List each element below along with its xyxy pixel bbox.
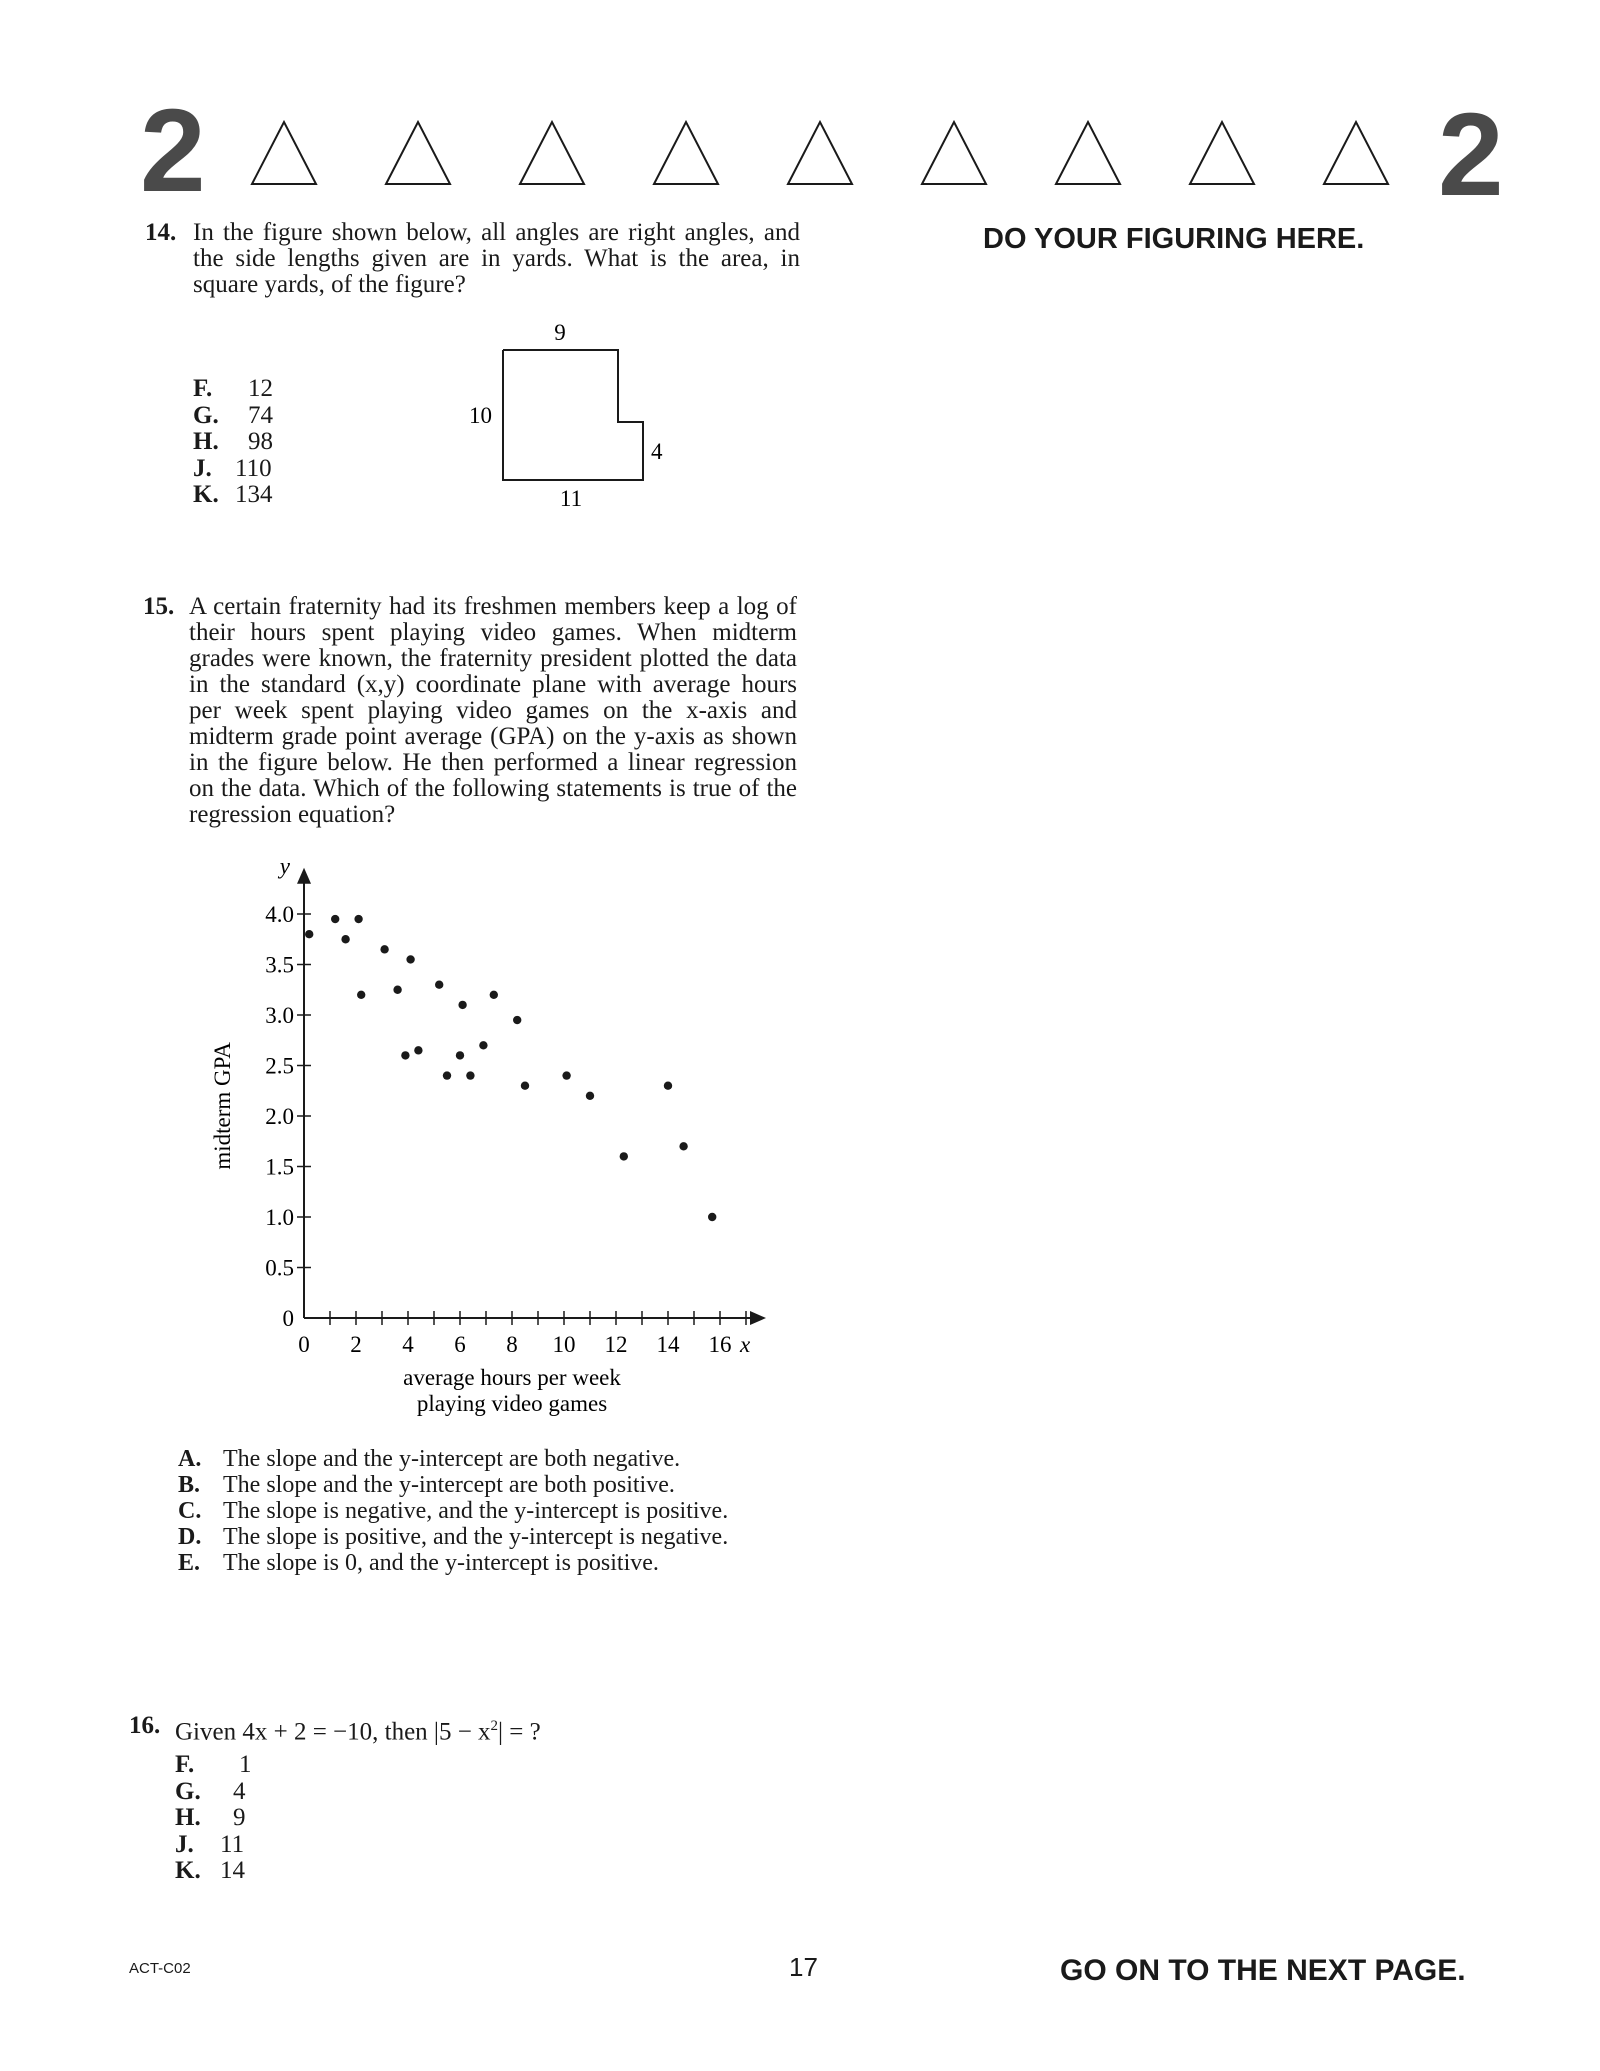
data-point [354,915,362,923]
data-point [490,991,498,999]
choice-letter: B. [178,1472,201,1498]
choice-letter: D. [178,1524,202,1550]
choice-E[interactable] [178,1550,798,1576]
figure-label-right: 4 [651,439,663,464]
choice-letter: G. [193,401,219,429]
y-axis-arrow-icon [297,868,311,884]
data-point [305,930,313,938]
triangle-icon [922,122,986,184]
choice-letter: F. [193,375,213,402]
choice-text: The slope is positive, and the y-intercept is negative. [223,1524,729,1550]
triangle-icon [1056,122,1120,184]
choice-letter: F. [175,1751,195,1778]
triangle-icon [252,122,316,184]
question-text: In the figure shown below, all angles are right angles, and the side lengths given are in yards. What is the area, in square yards, of the figure? [193,219,800,298]
question-number: 14. [145,219,177,246]
question-text: A certain fraternity had its freshmen members keep a log of their hours spent playing video games. When midterm grades were known, the fraternity president plotted the data in the standard (x,y) coordinate plane with average hours per week spent playing video games on the x-axis and midterm grade point average (GPA) on the y-axis as shown in the figure below. He then performed a linear regression on the data. Which of the following statements is true of the regression equation? [189,593,797,828]
figure-label-top: 9 [554,320,566,345]
choice-H[interactable] [193,429,273,456]
x-axis-title-line2: playing video games [416,1391,608,1416]
data-point [456,1051,464,1059]
triangle-row [240,118,1440,190]
choice-K[interactable] [175,1858,252,1885]
section-number-left: 2 [140,85,206,217]
choice-text: 4 [233,1777,246,1805]
y-tick-label: 1.5 [265,1154,294,1180]
data-point [466,1071,474,1079]
y-tick-label: 0 [282,1306,294,1331]
triangle-icon [1190,122,1254,184]
data-point [357,991,365,999]
choice-text: 110 [235,454,272,482]
choice-text: 134 [235,481,273,508]
choice-text: 1 [239,1751,252,1778]
figure-label-left: 10 [469,403,492,428]
data-point [435,981,443,989]
choice-letter: H. [193,428,219,455]
choice-letter: K. [175,1857,201,1884]
question-number: 15. [143,593,175,620]
data-point [708,1213,716,1221]
data-point [679,1142,687,1150]
data-point [620,1152,628,1160]
choice-text: The slope is negative, and the y-intercept is positive. [223,1498,729,1524]
x-axis-arrow-icon [750,1311,766,1325]
triangle-icon [520,122,584,184]
choice-F[interactable] [193,376,273,403]
y-axis-title: midterm GPA [210,1042,235,1170]
choice-D[interactable] [178,1524,798,1550]
data-point [664,1082,672,1090]
choice-letter: H. [175,1804,201,1831]
choice-H[interactable] [175,1805,252,1832]
choice-letter: E. [178,1550,201,1576]
choice-A[interactable] [178,1446,798,1472]
q14-figure [455,318,685,518]
choice-text: The slope is 0, and the y-intercept is positive. [223,1550,659,1576]
question-number: 16. [129,1712,161,1739]
x-tick-label: 2 [350,1332,362,1357]
x-tick-label: 16 [708,1332,732,1357]
form-code: ACT-C02 [129,1960,191,1977]
choice-letter: C. [178,1498,202,1524]
q16-choices [175,1752,252,1885]
data-point [586,1092,594,1100]
figure-outline [503,350,643,480]
figure-label-bottom: 11 [559,486,583,511]
choice-text: 9 [233,1804,246,1831]
x-axis-letter: x [740,1332,751,1357]
x-tick-label: 12 [604,1332,628,1357]
x-tick-label: 8 [506,1332,518,1357]
choice-C[interactable] [178,1498,798,1524]
data-point [414,1046,422,1054]
scatter-chart [200,853,780,1432]
triangle-icon [788,122,852,184]
choice-letter: J. [175,1830,194,1858]
triangle-icons [252,122,1388,184]
x-tick-label: 14 [656,1332,680,1357]
triangle-icon [1324,122,1388,184]
y-tick-label: 3.0 [265,1003,294,1028]
choice-G[interactable] [175,1779,252,1806]
x-tick-label: 10 [552,1332,576,1357]
y-tick-label: 0.5 [265,1255,294,1281]
data-point [443,1071,451,1079]
choice-J[interactable] [193,456,273,483]
x-tick-label: 4 [402,1332,414,1357]
x-tick-label: 6 [454,1332,466,1357]
choice-letter: J. [193,454,212,482]
x-axis-title-line1: average hours per week [403,1365,621,1390]
page-number: 17 [789,1952,818,1982]
data-point [341,935,349,943]
figuring-note: DO YOUR FIGURING HERE. [983,223,1365,255]
y-tick-label: 3.5 [265,952,294,978]
data-point [393,986,401,994]
data-point [380,945,388,953]
data-point [458,1001,466,1009]
choice-text: 98 [248,428,273,455]
q14-choices [193,376,273,509]
choice-text: 11 [220,1830,245,1858]
y-axis-letter: y [279,853,290,879]
data-point [513,1016,521,1024]
question-text-prefix: Given 4x + 2 = −10, then |5 − x [175,1718,491,1746]
choice-letter: G. [175,1777,201,1805]
data-point [331,915,339,923]
q15-choices [178,1446,798,1576]
y-tick-label: 4.0 [265,902,294,927]
choice-J[interactable] [175,1832,252,1859]
triangle-icon [386,122,450,184]
choice-letter: A. [178,1446,202,1472]
choice-G[interactable] [193,403,273,430]
x-tick-label: 0 [298,1332,310,1357]
next-page-note: GO ON TO THE NEXT PAGE. [1060,1954,1466,1987]
data-point [406,955,414,963]
choice-K[interactable] [193,482,273,509]
triangle-icon [654,122,718,184]
data-point [521,1082,529,1090]
choice-B[interactable] [178,1472,798,1498]
data-point [562,1071,570,1079]
question-text [175,1713,795,1745]
choice-text: 74 [248,401,273,429]
choice-text: 14 [220,1857,245,1884]
question-text-suffix: | = ? [498,1718,541,1746]
choice-text: The slope and the y-intercept are both negative. [223,1446,681,1472]
y-tick-label: 1.0 [265,1205,294,1230]
data-point [479,1041,487,1049]
data-point [401,1051,409,1059]
choice-text: 12 [248,375,273,402]
y-tick-label: 2.5 [265,1053,294,1079]
choice-text: The slope and the y-intercept are both positive. [223,1472,675,1498]
exponent: 2 [490,1718,499,1734]
section-number-right: 2 [1438,89,1504,221]
y-tick-label: 2.0 [265,1104,294,1129]
choice-letter: K. [193,481,219,508]
choice-F[interactable] [175,1752,252,1779]
